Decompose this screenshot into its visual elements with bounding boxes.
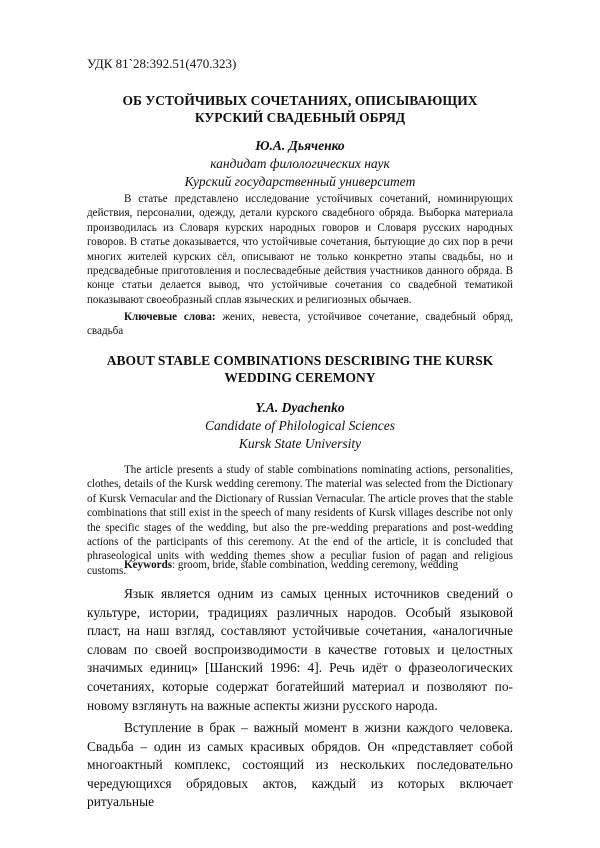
ru-author-degree: кандидат филологических наук	[210, 156, 390, 171]
ru-author-block	[87, 137, 513, 191]
ru-keywords-text: жених, невеста, устойчивое сочетание, свадебный обряд, свадьба	[87, 311, 513, 338]
ru-title: ОБ УСТОЙЧИВЫХ СОЧЕТАНИЯХ, ОПИСЫВАЮЩИХ КУРСКИЙ СВАДЕБНЫЙ ОБРЯД	[122, 93, 478, 125]
ru-abstract: В статье представлено исследование устойчивых сочетаний, номинирующих действия, персоналии, одежду, детали курского свадебного обряда. Выборка материала производилась из Словаря курских народных говоров и Словаря русских народных говоров. В статье доказывается, что устойчивые сочетания, бытующие до сих пор в речи многих жителей курских сёл, описывают не только конкретно этапы свадьбы, но и предсвадебные приготовления и послесвадебные действия участников данного обряда. В конце статьи делается вывод, что устойчивые сочетания со свадебной тематикой показывают своеобразный сплав языческих и религиозных обычаев.	[87, 193, 513, 306]
ru-keywords	[87, 310, 513, 339]
ru-keywords-label: Ключевые слова:	[124, 311, 216, 323]
en-author-name: Y.A. Dyachenko	[255, 400, 345, 415]
ru-author-name: Ю.А. Дьяченко	[255, 138, 345, 153]
en-keywords	[87, 558, 513, 572]
en-keywords-text: : groom, bride, stable combination, wedding ceremony, wedding	[172, 559, 459, 571]
udk-code: УДК 81`28:392.51(470.323)	[87, 56, 237, 71]
en-author-affiliation: Kursk State University	[238, 436, 362, 451]
en-author-block	[87, 399, 513, 453]
body-paragraph-1: Язык является одним из самых ценных источников сведений о культуре, истории, традициях различных народов. Особый языковой пласт, на наш взгляд, составляют устойчивые сочетания, «аналогичные словам по своей воспроизводимости в качестве готовых и целостных значимых единиц» [Шанский 1996: 4]. Речь идёт о фразеологических сочетаниях, которые содержат богатейший материал и позволяют по-новому взглянуть на важные аспекты жизни русского народа.	[87, 586, 513, 713]
ru-author-affiliation: Курский государственный университет	[184, 174, 416, 189]
en-keywords-label: Keywords	[124, 559, 173, 571]
en-abstract: The article presents a study of stable combinations nominating actions, personalities, clothes, details of the Kursk wedding ceremony. The material was selected from the Dictionary of Kursk Vernacular and the Dictionary of Russian Vernacular. The article proves that the stable combinations that still exist in the speech of many residents of Kursk villages describe not only the specific stages of the wedding, but also the pre-wedding preparations and post-wedding actions of the participants of this ceremony. At the end of the article, it is concluded that phraseological units with wedding themes show a peculiar fusion of pagan and religious customs.	[87, 464, 513, 577]
body-paragraph-2: Вступление в брак – важный момент в жизни каждого человека. Свадьба – один из самых красивых обрядов. Он «представляет собой многоактный комплекс, состоящий из нескольких последовательно чередующихся обрядовых актов, каждый из которых включает ритуальные	[87, 720, 513, 810]
en-author-degree: Candidate of Philological Sciences	[204, 418, 396, 433]
en-title: ABOUT STABLE COMBINATIONS DESCRIBING THE KURSK WEDDING CEREMONY	[106, 353, 494, 385]
